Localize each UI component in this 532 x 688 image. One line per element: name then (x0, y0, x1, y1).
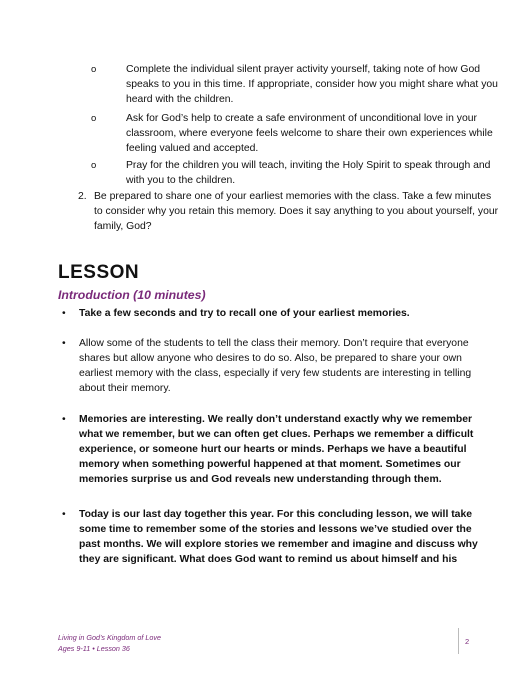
bullet-marker: • (62, 509, 66, 520)
lesson-bullet-4 (60, 507, 480, 567)
lesson-bullet-3 (60, 412, 480, 487)
text-line: about their memory. (79, 383, 171, 394)
bullet-marker: • (62, 414, 66, 425)
footer-divider (458, 628, 459, 654)
text-line: Today is our last day together this year. For this concluding lesson, we will take (79, 509, 473, 520)
prep-sub-item-1 (91, 62, 498, 107)
sub-bullet-marker: o (91, 64, 97, 75)
text-line: Take a few seconds and try to recall one of your earliest memories. (79, 308, 410, 319)
bullet-marker: • (62, 338, 66, 349)
text-line: they are significant. What does God want to remind us about himself and his (79, 554, 458, 565)
introduction-subheading: Introduction (10 minutes) (58, 288, 206, 302)
text-line: heard with the children. (126, 94, 234, 105)
page-footer (58, 632, 161, 654)
footer-lesson-info: Ages 9-11 • Lesson 36 (58, 644, 130, 653)
text-line: past months. We will explore stories we remember and imagine and discuss why (79, 539, 478, 550)
prep-sub-item-3 (91, 158, 491, 188)
text-line: Memories are interesting. We really don’t understand exactly why we remember (79, 414, 473, 425)
lesson-bullet-2 (60, 336, 480, 396)
list-number: 2. (78, 191, 87, 202)
text-line: what we remember, but we can often get clues. Perhaps we remember a difficult (79, 429, 474, 440)
sub-bullet-marker: o (91, 160, 97, 171)
lesson-bullet-1 (60, 306, 480, 321)
text-line: memory when something powerful happened at that moment. Sometimes our (79, 459, 461, 470)
footer-series-title: Living in God’s Kingdom of Love (58, 633, 161, 642)
text-line: earliest memory with the class, especially if very few students are interesting in telling (79, 368, 472, 379)
lesson-heading: LESSON (58, 262, 140, 283)
prep-sub-item-2 (91, 111, 493, 156)
text-line: with you to the children. (126, 175, 236, 186)
bullet-marker: • (62, 308, 66, 319)
text-line: Allow some of the students to tell the class their memory. Don’t require that everyone (79, 338, 469, 349)
text-line: experience, or someone hurt our hearts or minds. Perhaps we have a beautiful (79, 444, 467, 455)
text-line: Be prepared to share one of your earliest memories with the class. Take a few minutes (94, 191, 492, 202)
prep-numbered-item-2 (56, 189, 499, 234)
text-line: some time to remember some of the stories and lessons we’ve studied over the (79, 524, 472, 535)
text-line: family, God? (94, 221, 152, 232)
text-line: Pray for the children you will teach, inviting the Holy Spirit to speak through and (126, 160, 491, 171)
text-line: feeling valued and accepted. (126, 143, 259, 154)
text-line: to consider why you retain this memory. Does it say anything to you about yourself, your (94, 206, 499, 217)
text-line: speaks to you in this time. If appropriate, consider how you might share what you (126, 79, 498, 90)
text-line: Ask for God’s help to create a safe environment of unconditional love in your (126, 113, 477, 124)
page-number: 2 (465, 637, 470, 646)
text-line: Complete the individual silent prayer activity yourself, taking note of how God (126, 64, 481, 75)
text-line: shares but allow anyone who desires to do so. Also, be prepared to share your own (79, 353, 462, 364)
sub-bullet-marker: o (91, 113, 97, 124)
text-line: memories surprise us and God reveals new understanding through them. (79, 474, 442, 485)
text-line: classroom, where everyone feels welcome to share their own experiences while (126, 128, 493, 139)
